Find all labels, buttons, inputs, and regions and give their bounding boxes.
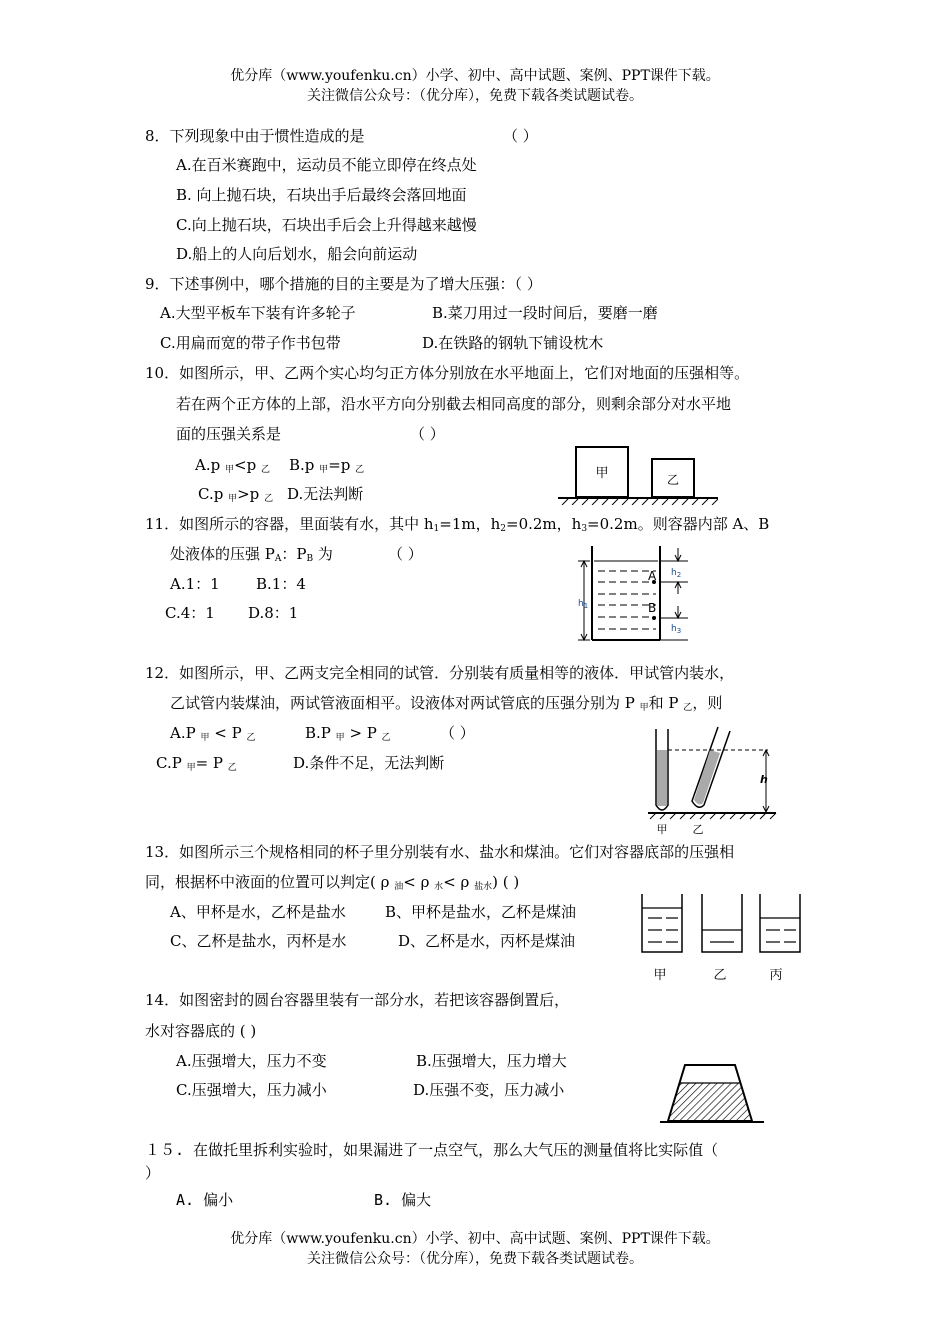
q13-fig-label-yi: 乙 xyxy=(713,968,727,983)
header-line-1: 优分库（www.youfenku.cn）小学、初中、高中试题、案例、PPT课件下载。 xyxy=(230,68,720,84)
q11-figure-container xyxy=(572,544,692,644)
q13-fig-label-bing: 丙 xyxy=(769,968,783,983)
q14-line-1: 14．如图密封的圆台容器里装有一部分水，若把该容器倒置后， xyxy=(145,991,570,1009)
q10-answer-paren: （ ） xyxy=(410,425,445,443)
q13-option-d: D、乙杯是水，丙杯是煤油 xyxy=(398,932,576,950)
q8-option-b: B. 向上抛石块，石块出手后最终会落回地面 xyxy=(176,186,467,204)
footer-line-2: 关注微信公众号：（优分库），免费下载各类试题试卷。 xyxy=(307,1251,643,1267)
q8-answer-paren: （ ） xyxy=(503,127,538,145)
q10-line-2: 若在两个正方体的上部，沿水平方向分别截去相同高度的部分，则剩余部分对水平地 xyxy=(176,395,732,413)
q14-figure-frustum xyxy=(660,1055,770,1125)
q13-option-c: C、乙杯是盐水，丙杯是水 xyxy=(170,932,347,950)
footer-line-1: 优分库（www.youfenku.cn）小学、初中、高中试题、案例、PPT课件下载。 xyxy=(230,1231,720,1247)
q12-option-b: B.P $_甲$ > P $_乙$ xyxy=(305,724,391,743)
q13-option-b: B、甲杯是盐水，乙杯是煤油 xyxy=(385,903,577,921)
q15-option-b: B. 偏大 xyxy=(374,1191,432,1209)
svg-text:h1: $h_1$ xyxy=(578,599,589,610)
q10-option-a: A.p $_甲$<p $_乙$ xyxy=(195,456,270,475)
q12-line-1: 12．如图所示，甲、乙两支完全相同的试管．分别装有质量相等的液体．甲试管内装水， xyxy=(145,664,735,682)
q14-option-d: D.压强不变，压力减小 xyxy=(413,1081,565,1099)
q11-option-c: C.4：1 xyxy=(165,604,215,622)
q10-figure-cubes xyxy=(558,445,718,505)
q15-option-a: A. 偏小 xyxy=(176,1191,234,1209)
q9-option-c: C.用扁而宽的带子作书包带 xyxy=(160,334,341,352)
q13-option-a: A、甲杯是水，乙杯是盐水 xyxy=(170,903,346,921)
q10-option-d: D.无法判断 xyxy=(287,485,364,503)
svg-text:h2: $h_2$ xyxy=(671,568,682,579)
q12-fig-h: h xyxy=(760,773,768,786)
q13-fig-label-jia: 甲 xyxy=(653,968,667,983)
q10-line-3: 面的压强关系是 xyxy=(176,425,282,443)
q14-option-b: B.压强增大，压力增大 xyxy=(416,1052,567,1070)
q9-option-b: B.菜刀用过一段时间后，要磨一磨 xyxy=(432,304,658,322)
q10-option-c: C.p $_甲$>p $_乙$ xyxy=(198,485,274,504)
q11-option-a: A.1：1 xyxy=(170,575,220,593)
q15-line-1: １５. 在做托里拆利实验时，如果漏进了一点空气，那么大气压的测量值将比实际值（ xyxy=(145,1141,719,1159)
q12-answer-paren: （ ） xyxy=(440,724,475,742)
q10-option-b: B.p $_甲$=p $_乙$ xyxy=(289,456,365,475)
q11-fig-point-a: A xyxy=(648,569,657,583)
q10-fig-label-yi: 乙 xyxy=(666,473,680,487)
q14-line-2: 水对容器底的 ( ) xyxy=(145,1022,257,1040)
header-line-2: 关注微信公众号：（优分库），免费下载各类试题试卷。 xyxy=(307,88,643,104)
q9-option-a: A.大型平板车下装有许多轮子 xyxy=(160,304,356,322)
q15-line-2: ） xyxy=(145,1164,161,1182)
q12-option-d: D.条件不足，无法判断 xyxy=(293,754,445,772)
q13-line-1: 13．如图所示三个规格相同的杯子里分别装有水、盐水和煤油。它们对容器底部的压强相 xyxy=(145,843,735,861)
q11-fig-h2: h xyxy=(671,568,677,578)
q11-fig-point-b: B xyxy=(648,601,657,615)
q9-option-d: D.在铁路的钢轨下铺设枕木 xyxy=(422,334,604,352)
q11-option-d: D.8：1 xyxy=(248,604,299,622)
page-footer xyxy=(0,1229,950,1269)
q12-fig-label-yi: 乙 xyxy=(692,823,704,836)
svg-text:h3: $h_3$ xyxy=(671,624,682,635)
q12-fig-label-jia: 甲 xyxy=(656,823,668,836)
q12-figure-test-tubes xyxy=(648,725,783,837)
q12-option-a: A.P $_甲$ < P $_乙$ xyxy=(170,724,256,743)
q11-fig-h1: h xyxy=(578,599,584,609)
q10-line-1: 10．如图所示，甲、乙两个实心均匀正方体分别放在水平地面上，它们对地面的压强相等。 xyxy=(145,364,750,382)
page-header xyxy=(0,66,950,106)
q13-line-2: 同，根据杯中液面的位置可以判定( ρ $_油$< ρ $_水$< ρ $_{盐水}$) ( ) xyxy=(145,873,520,892)
q8-stem: 8．下列现象中由于惯性造成的是 xyxy=(145,127,365,145)
q12-option-c: C.P $_甲$= P $_乙$ xyxy=(156,754,237,773)
q8-option-a: A.在百米赛跑中，运动员不能立即停在终点处 xyxy=(176,156,477,174)
q12-line-2: 乙试管内装煤油，两试管液面相平。设液体对两试管底的压强分别为 P $_甲$和 P $_乙$，则 xyxy=(170,694,723,713)
q8-option-d: D.船上的人向后划水，船会向前运动 xyxy=(176,245,418,263)
q11-answer-paren: （ ） xyxy=(388,545,423,563)
q13-figure-cups xyxy=(636,890,806,985)
q11-line-1: 11．如图所示的容器，里面装有水，其中 $h_1=1m$，$h_2=0.2m$，$h_3=0.2m$。则容器内部 A、B xyxy=(145,515,770,534)
q9-stem: 9．下述事例中，哪个措施的目的主要是为了增大压强：（ ） xyxy=(145,275,542,293)
q10-fig-label-jia: 甲 xyxy=(595,466,609,481)
q11-option-b: B.1：4 xyxy=(256,575,306,593)
q11-line-2: 处液体的压强 $P_A$：$P_B$ 为 xyxy=(170,545,333,564)
q8-option-c: C.向上抛石块，石块出手后会上升得越来越慢 xyxy=(176,216,477,234)
q11-fig-h3: h xyxy=(671,624,677,634)
q14-option-c: C.压强增大，压力减小 xyxy=(176,1081,327,1099)
q14-option-a: A.压强增大，压力不变 xyxy=(176,1052,327,1070)
